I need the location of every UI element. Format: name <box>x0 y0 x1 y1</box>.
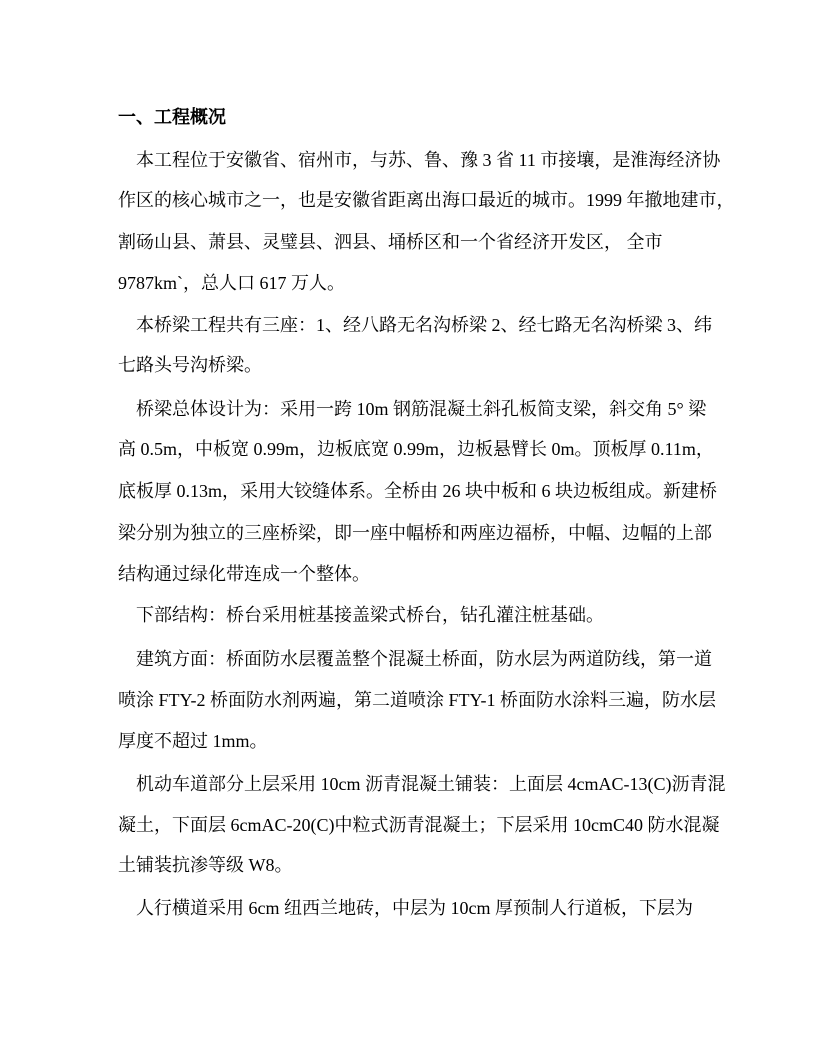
paragraph-6-line-1: 机动车道部分上层采用 10cm 沥青混凝土铺装：上面层 4cmAC-13(C)沥青混 <box>136 774 726 794</box>
paragraph-5-line-2: 喷涂 FTY-2 桥面防水剂两遍，第二道喷涂 FTY-1 桥面防水涂料三遍，防水层 <box>118 690 717 710</box>
paragraph-5-line-1: 建筑方面：桥面防水层覆盖整个混凝土桥面，防水层为两道防线，第一道 <box>136 649 712 669</box>
paragraph-1-line-3: 割砀山县、萧县、灵璧县、泗县、埇桥区和一个省经济开发区， 全市 <box>118 232 663 252</box>
paragraph-6-line-3: 土铺装抗渗等级 W8。 <box>118 855 293 875</box>
paragraph-2-line-2: 七路头号沟桥梁。 <box>118 355 262 375</box>
section-heading: 一、工程概况 <box>118 107 226 127</box>
paragraph-7-line-1: 人行横道采用 6cm 纽西兰地砖，中层为 10cm 厚预制人行道板，下层为 <box>136 898 693 918</box>
paragraph-1-line-4: 9787km`，总人口 617 万人。 <box>118 273 345 293</box>
paragraph-2-line-1: 本桥梁工程共有三座：1、经八路无名沟桥梁 2、经七路无名沟桥梁 3、纬 <box>136 315 712 335</box>
paragraph-1-line-2: 作区的核心城市之一，也是安徽省距离出海口最近的城市。1999 年撤地建市， <box>118 190 735 210</box>
paragraph-1-line-1: 本工程位于安徽省、宿州市，与苏、鲁、豫 3 省 11 市接壤，是淮海经济协 <box>136 150 721 170</box>
paragraph-3-line-3: 底板厚 0.13m，采用大铰缝体系。全桥由 26 块中板和 6 块边板组成。新建桥 <box>118 481 717 501</box>
paragraph-4-line-1: 下部结构：桥台采用桩基接盖梁式桥台，钻孔灌注桩基础。 <box>136 605 604 625</box>
paragraph-3-line-1: 桥梁总体设计为：采用一跨 10m 钢筋混凝土斜孔板简支梁，斜交角 5° 梁 <box>136 399 707 419</box>
paragraph-3-line-2: 高 0.5m，中板宽 0.99m，边板底宽 0.99m，边板悬臂长 0m。顶板厚 0.11m， <box>118 439 714 459</box>
paragraph-3-line-4: 梁分别为独立的三座桥梁，即一座中幅桥和两座边福桥，中幅、边幅的上部 <box>118 523 712 543</box>
paragraph-5-line-3: 厚度不超过 1mm。 <box>118 731 268 751</box>
paragraph-6-line-2: 凝土，下面层 6cmAC-20(C)中粒式沥青混凝土；下层采用 10cmC40 防水混凝 <box>118 815 720 835</box>
paragraph-3-line-5: 结构通过绿化带连成一个整体。 <box>118 564 370 584</box>
